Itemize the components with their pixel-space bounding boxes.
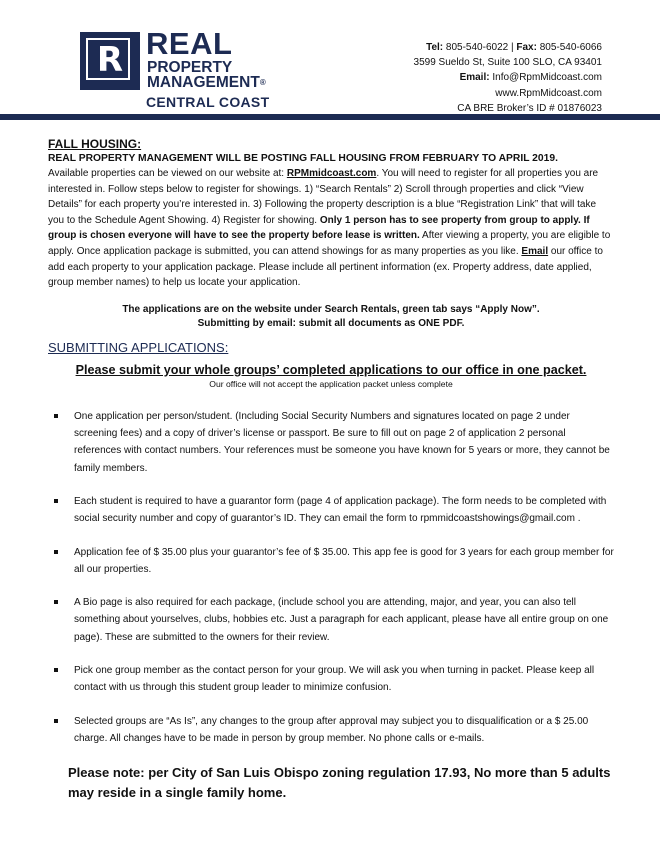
zoning-note: Please note: per City of San Luis Obispo zoning regulation 17.93, No more than 5 adults may reside in a single family home. xyxy=(68,765,611,801)
tel-label: Tel: xyxy=(426,42,444,53)
applications-note-line2: Submitting by email: submit all documents as ONE PDF. xyxy=(197,318,465,330)
logo-management-text: MANAGEMENT xyxy=(147,74,260,91)
email-link[interactable]: Email xyxy=(521,245,549,257)
packet-subnote: Our office will not accept the application packet unless complete xyxy=(209,378,453,389)
list-item-text: Pick one group member as the contact person for your group. We will ask you when turning in packet. Please keep all contact with us through this student group leader to minimize confusion. xyxy=(74,665,595,694)
header-divider xyxy=(0,114,660,120)
letterhead xyxy=(0,0,660,122)
website-link[interactable]: RPMmidcoast.com xyxy=(286,168,377,179)
bullet-icon xyxy=(54,719,58,723)
fall-housing-heading: REAL PROPERTY MANAGEMENT WILL BE POSTING FALL HOUSING FROM FEBRUARY TO APRIL 2019. xyxy=(48,153,558,164)
address-line: 3599 Sueldo St, Suite 100 SLO, CA 93401 xyxy=(413,57,602,69)
bullet-icon xyxy=(54,668,58,672)
email-address[interactable]: Info@RpmMidcoast.com xyxy=(492,72,602,84)
contact-block xyxy=(414,40,602,116)
document-body xyxy=(48,134,614,803)
email-label: Email: xyxy=(459,72,490,84)
list-item-text: Application fee of $ 35.00 plus your guarantor’s fee of $ 35.00. This app fee is good for 3 years for each group member for all our properties. xyxy=(74,546,614,575)
bullet-icon xyxy=(54,550,58,554)
fax-number: 805-540-6066 xyxy=(539,42,602,53)
fax-label: Fax: xyxy=(516,42,537,53)
bullet-icon xyxy=(54,414,58,418)
applications-note-line1: The applications are on the website under Search Rentals, green tab says “Apply Now”. xyxy=(122,303,540,315)
list-item xyxy=(48,408,614,477)
license-line: CA BRE Broker’s ID # 01876023 xyxy=(457,102,602,114)
list-item xyxy=(48,594,614,646)
registered-mark: ® xyxy=(259,78,266,87)
logo-mark-icon xyxy=(80,32,140,90)
requirements-list xyxy=(48,408,614,747)
para-text-4: our office to add each property to your application package. Please include all pertinent information (ex. Property address, date applied, group member names) to help us locate your application. xyxy=(48,245,603,289)
fall-housing-title: FALL HOUSING: xyxy=(48,137,142,151)
fall-housing-paragraph xyxy=(48,166,614,291)
list-item-text: Selected groups are “As Is”, any changes to the group after approval may subject you to disqualification or a $ 25.00 charge. All changes have to be made in person by group member. No phone calls or e-mails. xyxy=(74,715,589,744)
list-item-text: Each student is required to have a guarantor form (page 4 of application package). The form needs to be completed with social security number and copy of guarantor’s ID. They can email the form to rpmmidcoastshowings@gmail.com . xyxy=(74,495,607,525)
website-line[interactable]: www.RpmMidcoast.com xyxy=(495,87,602,99)
list-item-text: A Bio page is also required for each package, (include school you are attending, major, and year, you can also tell something about yourselves, clubs, hobbies etc. Just a paragraph for each applicant, please have all entire group on one page). These are submitted to the owners for their review. xyxy=(74,597,609,643)
tel-number: 805-540-6022 xyxy=(445,42,509,53)
para-text-1: Available properties can be viewed on our website at: xyxy=(48,168,287,179)
applications-note xyxy=(48,303,614,332)
logo-mark-letter: R xyxy=(96,40,124,80)
list-item xyxy=(48,493,614,528)
list-item xyxy=(48,544,614,579)
list-item-text: One application per person/student. (Including Social Security Numbers and signatures located on page 2 under screening fees) and a copy of driver’s license or passport. Be sure to fill out on page 2 of application 2 personal references with contact numbers. Your references must be someone you have known for 5 years or more, they cannot be family members. xyxy=(74,410,610,474)
company-logo xyxy=(80,28,270,112)
phone-fax-line: Tel: 805-540-6022 | Fax: 805-540-6066 xyxy=(426,42,602,53)
para-text-3: After viewing a property, you are eligible to apply. Once application package is submitted, you can attend showings for as many properties as you like. xyxy=(48,230,611,257)
logo-line-region: CENTRAL COAST xyxy=(146,94,270,110)
logo-line-management xyxy=(147,74,266,91)
bullet-icon xyxy=(54,600,58,604)
packet-instruction: Please submit your whole groups’ completed applications to our office in one packet. xyxy=(75,362,587,377)
list-item xyxy=(48,713,614,748)
para-bold-rule: Only 1 person has to see property from group to apply. If group is chosen everyone will have to see the property before lease is written. xyxy=(48,214,590,242)
para-text-2: . You will need to register for all properties you are interested in. Follow steps below to register for showings. 1) “Search Rentals” 2) Scroll through properties and click “View Details” for each property you’re interested in. 3) Following the property description is a blue “Registration Link” that will take you to the Schedule Agent Showing. 4) Register for showing. xyxy=(48,168,599,226)
logo-line-real: REAL xyxy=(146,26,233,61)
list-item xyxy=(48,662,614,697)
bullet-icon xyxy=(54,499,58,503)
email-line xyxy=(414,70,602,85)
logo-line-property: PROPERTY xyxy=(147,59,233,76)
submitting-applications-title: SUBMITTING APPLICATIONS: xyxy=(48,339,229,355)
